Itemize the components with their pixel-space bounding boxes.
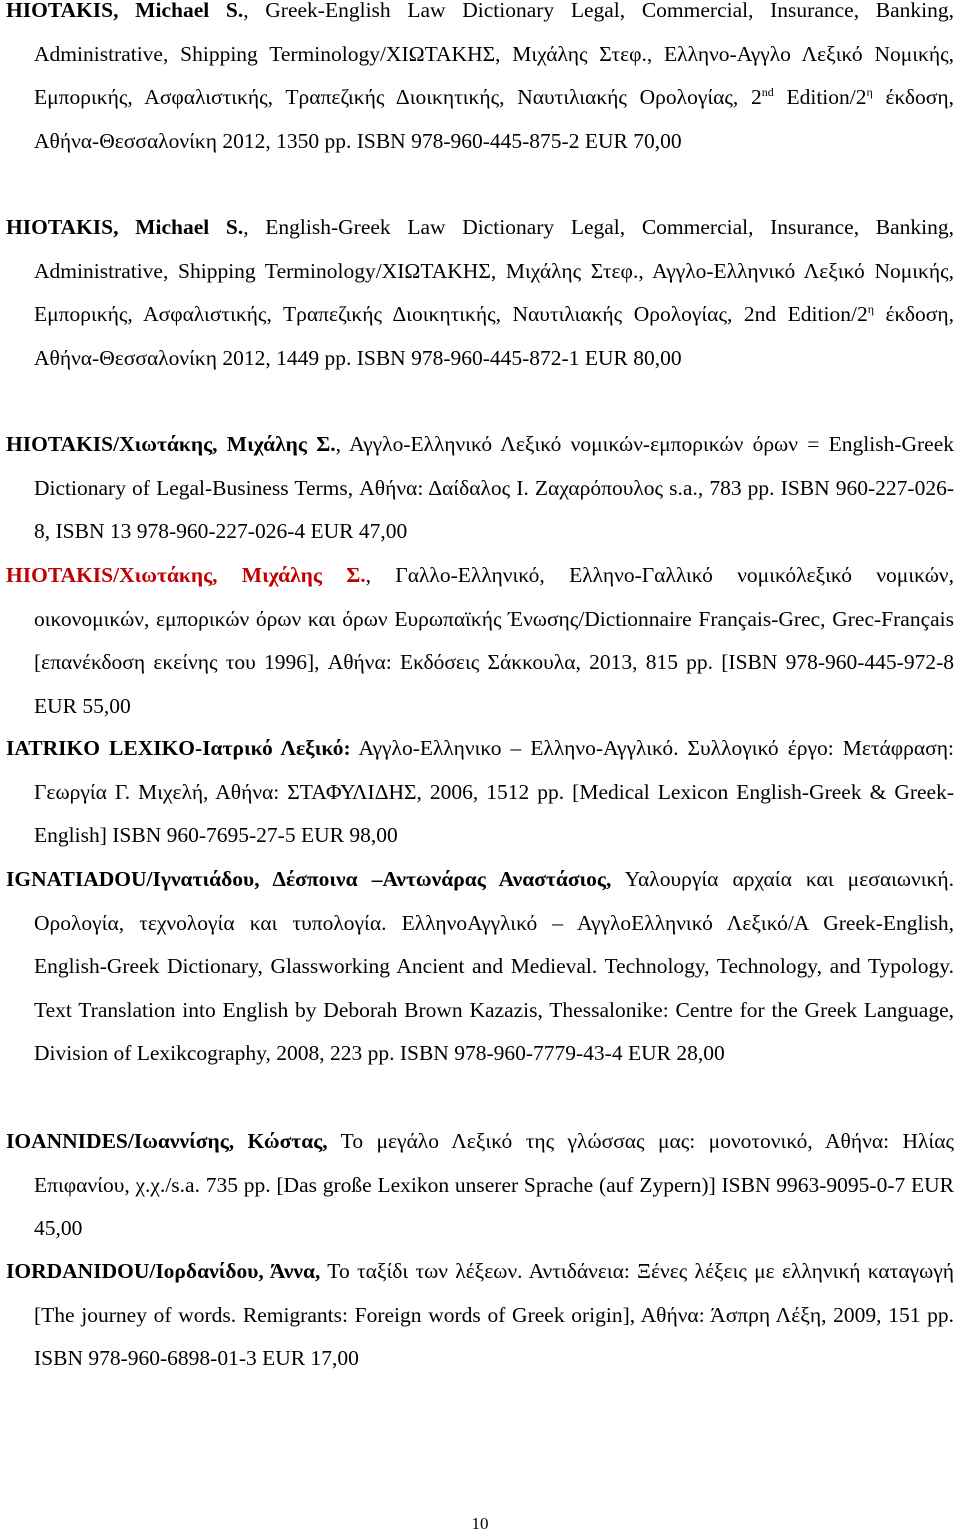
entry-text: Αγγλο-Ελληνικο – Ελληνο-Αγγλικό. Συλλογικό έργο: Μετάφραση: Γεωργία Γ. Μιχελή, Αθήνα: ΣΤΑΦΥΛΙΔΗΣ, 2006, 1512 pp. [Medical Lexicon English-Greek & Greek-English] ISBN 960-7695-27-5 EUR 98,00: [34, 736, 954, 847]
bibliography-entry-3: [6, 423, 954, 554]
entry-author: IATRIKO LEXIKO-Ιατρικό Λεξικό:: [6, 736, 351, 760]
bibliography-entry-1: [6, 0, 954, 163]
entry-author: HIOTAKIS/Χιωτάκης, Μιχάλης Σ.: [6, 563, 366, 587]
entry-text: Το ταξίδι των λέξεων. Αντιδάνεια: Ξένες λέξεις με ελληνική καταγωγή [The journey of words. Remigrants: Foreign words of Greek origin], Αθήνα: Άσπρη Λέξη, 2009, 151 pp. ISBN 978-960-6898-01-3 EUR 17,00: [34, 1259, 954, 1370]
entry-author: IORDANIDOU/Ιορδανίδου, Άννα,: [6, 1259, 321, 1283]
entry-text: Edition/2: [773, 85, 867, 109]
entry-text: Το μεγάλο Λεξικό της γλώσσας μας: μονοτονικό, Αθήνα: Ηλίας Επιφανίου, χ.χ./s.a. 735 pp. [Das große Lexikon unserer Sprache (auf Zypern)] ISBN 9963-9095-0-7 EUR 45,00: [34, 1129, 954, 1240]
entry-text: Υαλουργία αρχαία και μεσαιωνική. Ορολογία, τεχνολογία και τυπολογία. ΕλληνοΑγγλικό – ΑγγλοΕλληνικό Λεξικό/A Greek-English, English-Greek Dictionary, Glassworking Ancient and Medieval. Technology, Technology, and Typology. Text Translation into English by Deborah Brown Kazazis, Thessalonike: Centre for the Greek Language, Division of Lexikcography, 2008, 223 pp. ISBN 978-960-7779-43-4 EUR 28,00: [34, 867, 954, 1065]
entry-text: , English-Greek Law Dictionary Legal, Commercial, Insurance, Banking, Administrative, Shipping Terminology/ΧΙΩΤΑΚΗΣ, Μιχάλης Στεφ., Αγγλο-Ελληνικό Λεξικό Νομικής, Εμπορικής, Ασφαλιστικής, Τραπεζικής Διοικητικής, Ναυτιλιακής Ορολογίας, 2nd Edition/2: [34, 215, 954, 326]
entry-author: HIOTAKIS, Michael S.: [6, 0, 244, 22]
entry-text: έκδοση, Αθήνα-Θεσσαλονίκη 2012, 1449 pp. ISBN 978-960-445-872-1 EUR 80,00: [34, 302, 955, 370]
bibliography-entry-7: [6, 1120, 954, 1251]
entry-text: , Greek-English Law Dictionary Legal, Commercial, Insurance, Banking, Administrative, Shipping Terminology/ΧΙΩΤΑΚΗΣ, Μιχάλης Στεφ., Ελληνο-Αγγλο Λεξικό Νομικής, Εμπορικής, Ασφαλιστικής, Τραπεζικής Διοικητικής, Ναυτιλιακής Ορολογίας, 2: [34, 0, 954, 109]
entry-superscript: η: [866, 85, 873, 99]
entry-author: HIOTAKIS/Χιωτάκης, Μιχάλης Σ.: [6, 432, 336, 456]
bibliography-entry-8: [6, 1250, 954, 1381]
bibliography-entry-5: [6, 727, 954, 858]
bibliography-entry-6: [6, 858, 954, 1076]
page-number: 10: [471, 1514, 489, 1533]
entry-text: , Αγγλο-Ελληνικό Λεξικό νομικών-εμπορικών όρων = English-Greek Dictionary of Legal-Business Terms, Αθήνα: Δαίδαλος Ι. Ζαχαρόπουλος s.a., 783 pp. ISBN 960-227-026-8, ISBN 13 978-960-227-026-4 EUR 47,00: [34, 432, 954, 543]
entry-text: έκδοση, Αθήνα-Θεσσαλονίκη 2012, 1350 pp. ISBN 978-960-445-875-2 EUR 70,00: [34, 85, 954, 153]
bibliography-entry-4: [6, 554, 954, 728]
entry-author: HIOTAKIS, Michael S.: [6, 215, 244, 239]
bibliography-entry-2: [6, 206, 954, 380]
entry-text: , Γαλλο-Ελληνικό, Ελληνο-Γαλλικό νομικόλεξικό νομικών, οικονομικών, εμπορικών όρων και όρων Ευρωπαϊκής Ένωσης/Dictionnaire Français-Grec, Grec-Français [επανέκδοση εκείνης του 1996], Αθήνα: Εκδόσεις Σάκκουλα, 2013, 815 pp. [ISBN 978-960-445-972-8 EUR 55,00: [34, 563, 954, 718]
entry-author: IOANNIDES/Ιωαννίσης, Κώστας,: [6, 1129, 328, 1153]
entry-superscript: nd: [761, 85, 774, 99]
entry-author: IGNATIADOU/Ιγνατιάδου, Δέσποινα –Αντωνάρας Αναστάσιος,: [6, 867, 612, 891]
entry-superscript: η: [867, 302, 874, 316]
